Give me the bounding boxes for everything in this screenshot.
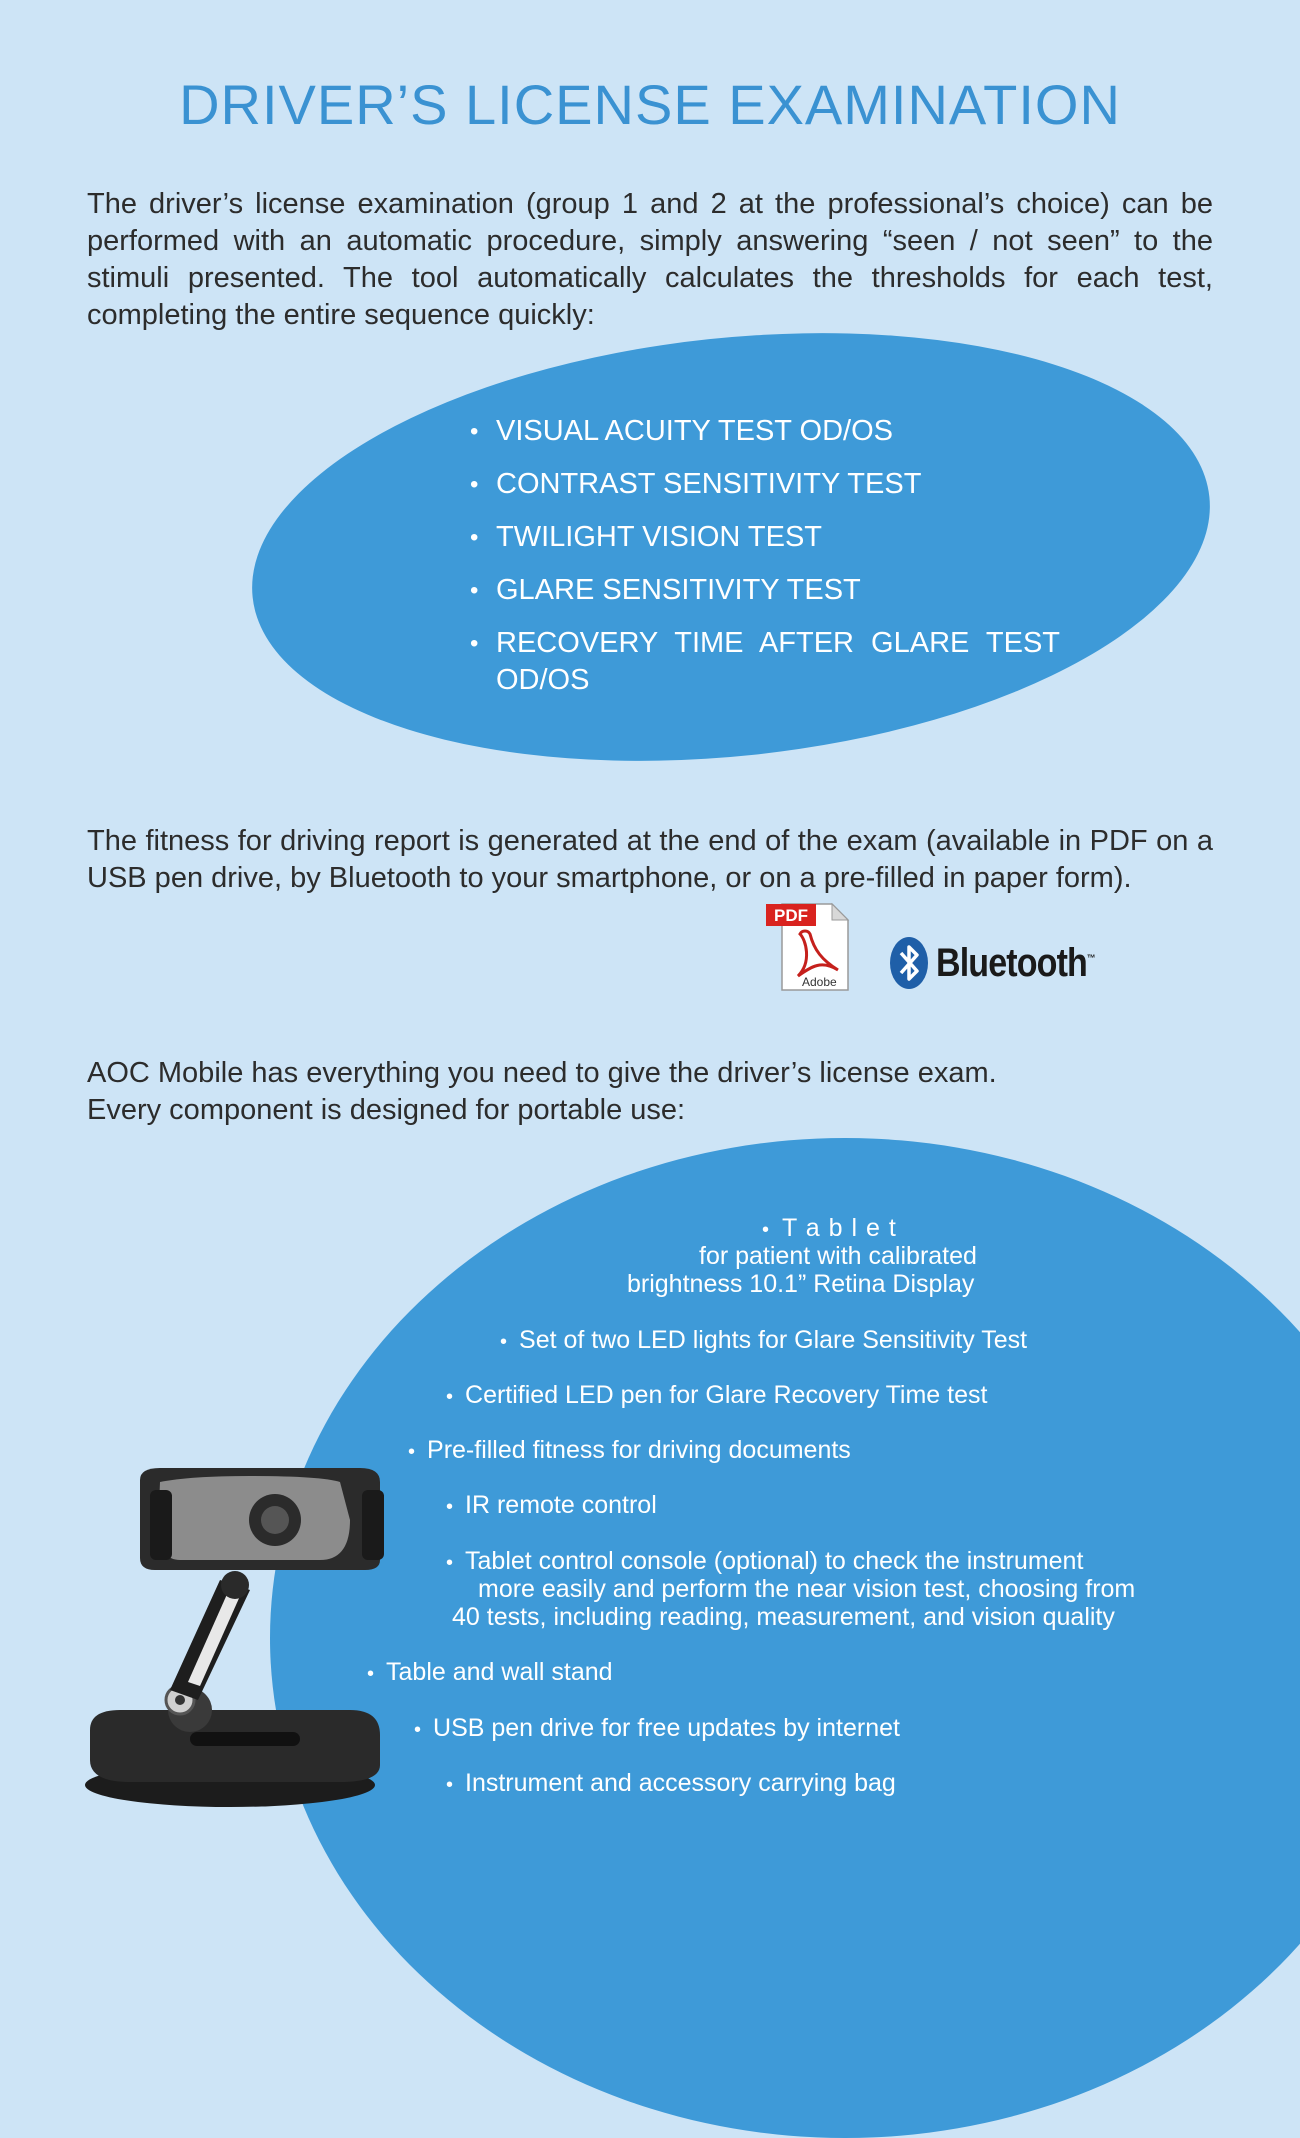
aoc-line-2: Every component is designed for portable use:: [87, 1094, 686, 1126]
feature-remote: • IR remote control: [446, 1491, 657, 1519]
feature-usb: • USB pen drive for free updates by internet: [414, 1714, 900, 1742]
fitness-paragraph: The fitness for driving report is generated at the end of the exam (available in PDF on a USB pen drive, by Bluetooth to your smartphone, or on a pre-filled in paper form).: [87, 825, 1213, 894]
bluetooth-icon: [888, 935, 930, 991]
feature-console-line1-text: Tablet control console (optional) to check the instrument: [465, 1547, 1084, 1575]
feature-documents-text: Pre-filled fitness for driving documents: [427, 1436, 851, 1464]
feature-tablet-title: • T a b l e t: [762, 1214, 897, 1242]
feature-stand: • Table and wall stand: [367, 1658, 613, 1686]
intro-paragraph: The driver’s license examination (group 1 and 2 at the professional’s choice) can be performed with an automatic procedure, simply answering “seen / not seen” to the stimuli presented. The tool automatically calculates the thresholds for each test, completing the entire sequence quickly:: [87, 188, 1213, 331]
feature-tablet-title-text: T a b l e t: [782, 1214, 897, 1242]
feature-tablet-line2: for patient with calibrated: [699, 1242, 977, 1270]
feature-led-lights: • Set of two LED lights for Glare Sensitivity Test: [500, 1326, 1028, 1354]
page-title: DRIVER’S LICENSE EXAMINATION: [179, 73, 1121, 136]
feature-documents: • Pre-filled fitness for driving documents: [408, 1436, 851, 1464]
tests-list: [470, 413, 1060, 715]
feature-stand-text: Table and wall stand: [386, 1658, 613, 1686]
test-item: • VISUAL ACUITY TEST OD/OS: [470, 413, 1060, 450]
test-item: • CONTRAST SENSITIVITY TEST: [470, 466, 1060, 503]
adobe-label: Adobe: [802, 975, 837, 989]
feature-led-pen: • Certified LED pen for Glare Recovery Time test: [446, 1381, 988, 1409]
test-item: • TWILIGHT VISION TEST: [470, 519, 1060, 556]
test-item: • GLARE SENSITIVITY TEST: [470, 572, 1060, 609]
feature-led-pen-text: Certified LED pen for Glare Recovery Time test: [465, 1381, 988, 1409]
tablet-stand-image: [80, 1460, 400, 1810]
feature-bag: • Instrument and accessory carrying bag: [446, 1769, 896, 1797]
aoc-line-1: AOC Mobile has everything you need to give the driver’s license exam.: [87, 1057, 997, 1089]
bluetooth-word: Bluetooth: [936, 941, 1087, 985]
feature-tablet-line3: brightness 10.1” Retina Display: [627, 1270, 975, 1298]
feature-led-lights-text: Set of two LED lights for Glare Sensitivity Test: [519, 1326, 1028, 1354]
feature-remote-text: IR remote control: [465, 1491, 657, 1519]
feature-usb-text: USB pen drive for free updates by internet: [433, 1714, 900, 1742]
trademark-mark: ™: [1086, 953, 1095, 965]
feature-bag-text: Instrument and accessory carrying bag: [465, 1769, 896, 1797]
test-item: • RECOVERY TIME AFTER GLARE TEST OD/OS: [470, 625, 1060, 699]
bluetooth-logo: [888, 935, 1108, 995]
feature-console-line1: • Tablet control console (optional) to check the instrument: [446, 1547, 1084, 1575]
pdf-icon: [762, 900, 852, 992]
pdf-label: PDF: [774, 906, 808, 925]
feature-console-line3: 40 tests, including reading, measurement, and vision quality: [452, 1603, 1115, 1631]
aoc-paragraph: [87, 1055, 1213, 1129]
feature-console-line2: more easily and perform the near vision test, choosing from: [478, 1575, 1136, 1603]
